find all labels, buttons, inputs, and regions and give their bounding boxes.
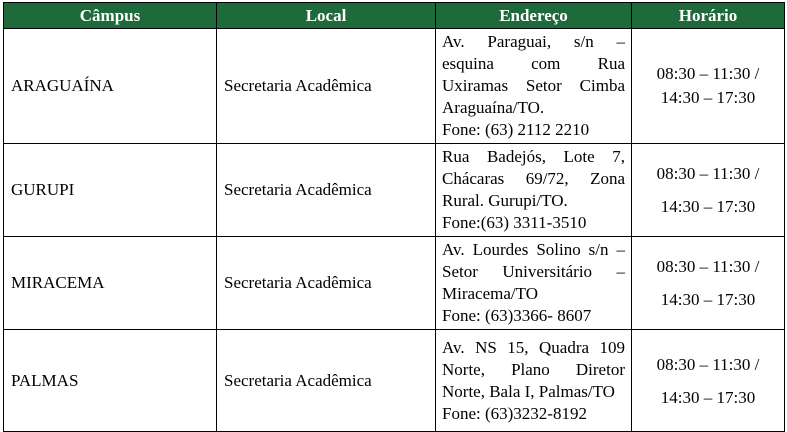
phone-text: Fone: (63)3232-8192 [442, 403, 587, 423]
phone-text: Fone:(63) 3311-3510 [442, 213, 587, 232]
header-local: Local [217, 3, 436, 29]
local-cell: Secretaria Acadêmica [217, 330, 436, 432]
address-text: Av. Lourdes Solino s/n – Setor Universitário – Miracema/TO [442, 240, 625, 303]
locations-table [3, 2, 785, 432]
header-hours: Horário [632, 3, 785, 29]
address-cell [436, 237, 632, 330]
campus-cell: ARAGUAÍNA [4, 29, 217, 144]
hours-cell [632, 330, 785, 432]
morning-hours: 08:30 – 11:30 / [656, 64, 760, 83]
campus-cell: MIRACEMA [4, 237, 217, 330]
address-cell [436, 144, 632, 237]
table-row [4, 29, 785, 144]
phone-text: Fone: (63)3366- 8607 [442, 306, 592, 325]
hours-cell [632, 144, 785, 237]
table-header-row [4, 3, 785, 29]
phone-text: Fone: (63) 2112 2210 [442, 120, 590, 139]
header-address: Endereço [436, 3, 632, 29]
table-row [4, 330, 785, 432]
campus-cell: GURUPI [4, 144, 217, 237]
afternoon-hours: 14:30 – 17:30 [660, 290, 756, 309]
morning-hours: 08:30 – 11:30 / [656, 257, 760, 276]
address-text: Av. Paraguai, s/n – esquina com Rua Uxiramas Setor Cimba Araguaína/TO. [442, 32, 625, 117]
hours-cell [632, 237, 785, 330]
local-cell: Secretaria Acadêmica [217, 29, 436, 144]
afternoon-hours: 14:30 – 17:30 [660, 197, 756, 216]
morning-hours: 08:30 – 11:30 / [656, 164, 760, 183]
address-text: Rua Badejós, Lote 7, Chácaras 69/72, Zona Rural. Gurupi/TO. [442, 147, 625, 210]
address-cell [436, 29, 632, 144]
address-cell [436, 330, 632, 432]
afternoon-hours: 14:30 – 17:30 [660, 387, 756, 407]
morning-hours: 08:30 – 11:30 / [656, 354, 760, 374]
local-cell: Secretaria Acadêmica [217, 237, 436, 330]
afternoon-hours: 14:30 – 17:30 [660, 88, 756, 107]
campus-cell: PALMAS [4, 330, 217, 432]
header-campus: Câmpus [4, 3, 217, 29]
address-text: Av. NS 15, Quadra 109 Norte, Plano Diretor Norte, Bala I, Palmas/TO [442, 337, 625, 401]
table-row [4, 144, 785, 237]
hours-cell [632, 29, 785, 144]
local-cell: Secretaria Acadêmica [217, 144, 436, 237]
table-row [4, 237, 785, 330]
